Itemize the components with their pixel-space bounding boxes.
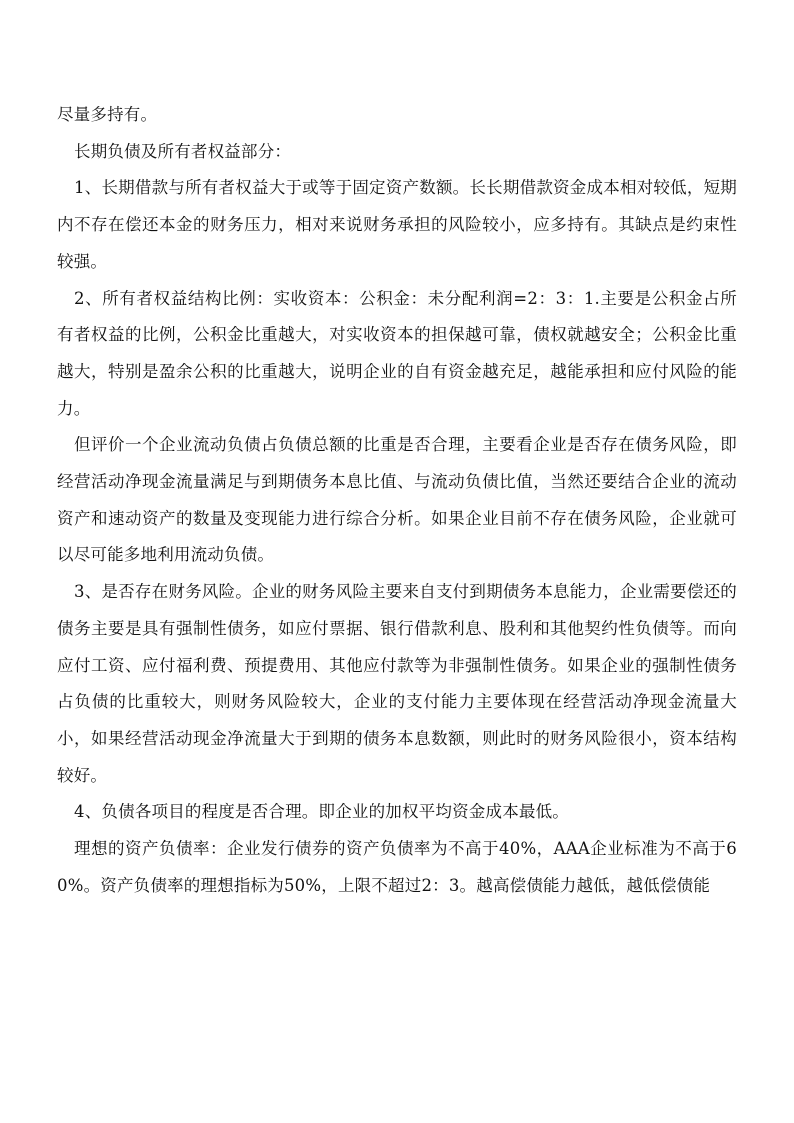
document-body <box>57 97 737 904</box>
paragraph-6: 3、是否存在财务风险。企业的财务风险主要来自支付到期债务本息能力，企业需要偿还的债务主要是具有强制性债务，如应付票据、银行借款利息、股利和其他契约性负债等。而向应付工资、应付福利费、预提费用、其他应付款等为非强制性债务。如果企业的强制性债务占负债的比重较大，则财务风险较大，企业的支付能力主要体现在经营活动净现金流量大小，如果经营活动现金净流量大于到期的债务本息数额，则此时的财务风险很小，资本结构较好。 <box>57 582 737 785</box>
paragraph-3: 1、长期借款与所有者权益大于或等于固定资产数额。长长期借款资金成本相对较低，短期内不存在偿还本金的财务压力，相对来说财务承担的风险较小，应多持有。其缺点是约束性较强。 <box>57 178 737 271</box>
paragraph-2: 长期负债及所有者权益部分： <box>74 141 292 161</box>
paragraph-1: 尽量多持有。 <box>57 105 158 124</box>
paragraph-5: 但评价一个企业流动负债占负债总额的比重是否合理，主要看企业是否存在债务风险，即经营活动净现金流量满足与到期债务本息比值、与流动负债比值，当然还要结合企业的流动资产和速动资产的数量及变现能力进行综合分析。如果企业目前不存在债务风险，企业就可以尽可能多地利用流动负债。 <box>57 435 737 565</box>
paragraph-8: 理想的资产负债率：企业发行债券的资产负债率为不高于40%，AAA企业标准为不高于60%。资产负债率的理想指标为50%，上限不超过2：3。越高偿债能力越低，越低偿债能 <box>57 839 737 895</box>
paragraph-7: 4、负债各项目的程度是否合理。即企业的加权平均资金成本最低。 <box>74 802 569 822</box>
paragraph-4: 2、所有者权益结构比例：实收资本：公积金：未分配利润=2：3：1.主要是公积金占所有者权益的比例，公积金比重越大，对实收资本的担保越可靠，债权就越安全；公积金比重越大，特别是盈余公积的比重越大，说明企业的自有资金越充足，越能承担和应付风险的能力。 <box>57 288 737 418</box>
